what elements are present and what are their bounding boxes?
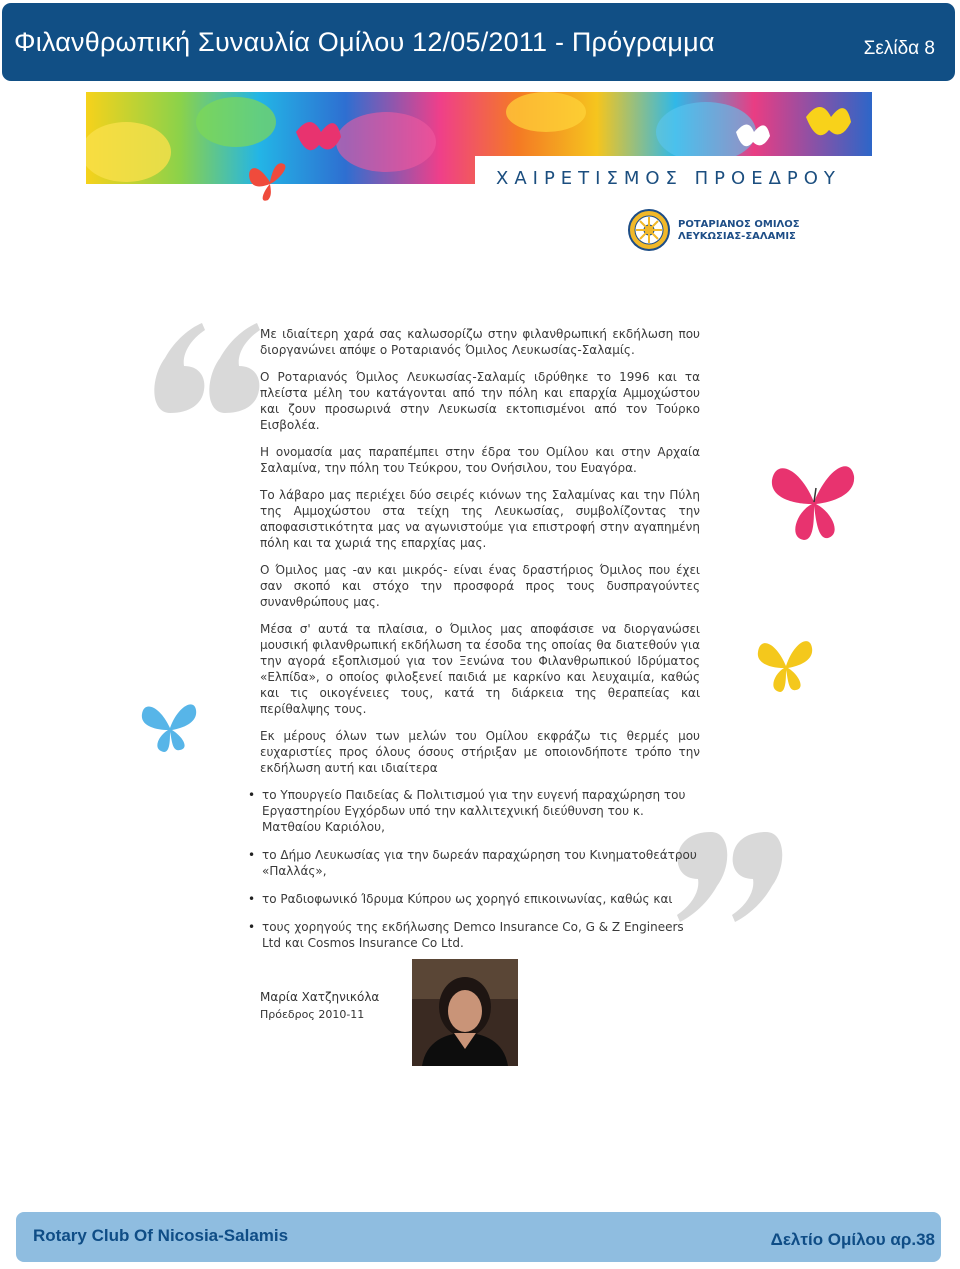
signature-role: Πρόεδρος 2010-11 [260,1008,365,1021]
open-quote-icon [150,318,260,418]
club-logo-line1: ΡΟΤΑΡΙΑΝΟΣ ΟΜΙΛΟΣ [678,219,800,230]
blue-butterfly-icon [140,700,200,754]
president-photo [412,959,518,1066]
yellow-butterfly-icon [756,636,816,694]
list-item: • τους χορηγούς της εκδήλωσης Demco Insurance Co, G & Z Engineers Ltd και Cosmos Insurance Co Ltd. [260,919,700,951]
letter-paragraph: Το λάβαρο μας περιέχει δύο σειρές κιόνων της Σαλαμίνας και την Πύλη της Αμμοχώστου στα τείχη της Λευκωσίας, συμβολίζοντας την αποφασιστικότητα μας να αγωνιστούμε για επιστροφή στην αγαπημένη πόλη και τα χωριά της επαρχίας μας. [260,488,700,550]
club-logo-text [678,219,800,243]
thanks-list [260,787,700,951]
letter-paragraph: Η ονομασία μας παραπέμπει στην έδρα του Ομίλου και στην Αρχαία Σαλαμίνα, την πόλη του Τεύκρου, του Ονήσιλου, του Ευαγόρα. [260,445,700,475]
page-number: Σελίδα 8 [863,38,935,59]
letter-paragraph: Ο Όμιλος μας -αν και μικρός- είναι ένας δραστήριος Όμιλος που έχει σαν σκοπό και στόχο την προσφορά προς τους δυσπραγούντες συνανθρώπους μας. [260,563,700,609]
letter-paragraph: Ο Ροταριανός Όμιλος Λευκωσίας-Σαλαμίς ιδρύθηκε το 1996 και τα πλείστα μέλη του κατάγονται από την πόλη και επαρχία Αμμοχώστου και ζουν προσωρινά στην Λευκωσία εκτοπισμένοι από τον Τούρκο Εισβολέα. [260,370,700,432]
club-logo-line2: ΛΕΥΚΩΣΙΑΣ-ΣΑΛΑΜΙΣ [678,231,796,242]
list-item: • το Ραδιοφωνικό Ίδρυμα Κύπρου ως χορηγό επικοινωνίας, καθώς και [260,891,700,907]
letter-paragraph: Μέσα σ' αυτά τα πλαίσια, ο Όμιλος μας αποφάσισε να διοργανώσει μουσική φιλανθρωπική εκδήλωση τα έσοδα της οποίας θα διατεθούν για την αγορά εξοπλισμού για τον Ξενώνα του Φιλανθρωπικού Ιδρύματος «Ελπίδα», ο οποίος φιλοξενεί παιδιά με καρκίνο και λευχαιμία, καθώς και τις οικογένειες τους, κατά τη διάρκεια της θεραπείας και περίθαλψης τους. [260,622,700,716]
signature-name: Μαρία Χατζηνικόλα [260,990,380,1004]
list-item: • το Δήμο Λευκωσίας για την δωρεάν παραχώρηση του Κινηματοθεάτρου «Παλλάς», [260,847,700,879]
letter-paragraph: Εκ μέρους όλων των μελών του Ομίλου εκφράζω τις θερμές μου ευχαριστίες προς όλους όσους στήριξαν με οποιονδήποτε τρόπο την εκδήλωση αυτή και ιδιαίτερα [260,729,700,775]
list-item: • το Υπουργείο Παιδείας & Πολιτισμού για την ευγενή παραχώρηση του Εργαστηρίου Εγχόρδων υπό την καλλιτεχνική διεύθυνση του κ. Ματθαίου Καριόλου, [260,787,700,835]
footer-issue: Δελτίο Ομίλου αρ.38 [770,1230,935,1249]
footer-club-name: Rotary Club Of Nicosia-Salamis [33,1226,289,1245]
pink-butterfly-icon [770,458,858,544]
banner-caption: ΧΑΙΡΕΤΙΣΜΟΣ ΠΡΟΕΔΡΟΥ [496,168,841,189]
footer-bar [16,1212,941,1262]
header-bar [2,3,955,81]
red-butterfly-icon [246,160,294,206]
letter-paragraph: Με ιδιαίτερη χαρά σας καλωσορίζω στην φιλανθρωπική εκδήλωση που διοργανώνει απόψε ο Ροταριανός Όμιλος Λευκωσίας-Σαλαμίς. [260,327,700,357]
rotary-wheel-icon [627,208,671,252]
president-letter [260,326,700,963]
page-title: Φιλανθρωπική Συναυλία Ομίλου 12/05/2011 - Πρόγραμμα [14,27,715,57]
